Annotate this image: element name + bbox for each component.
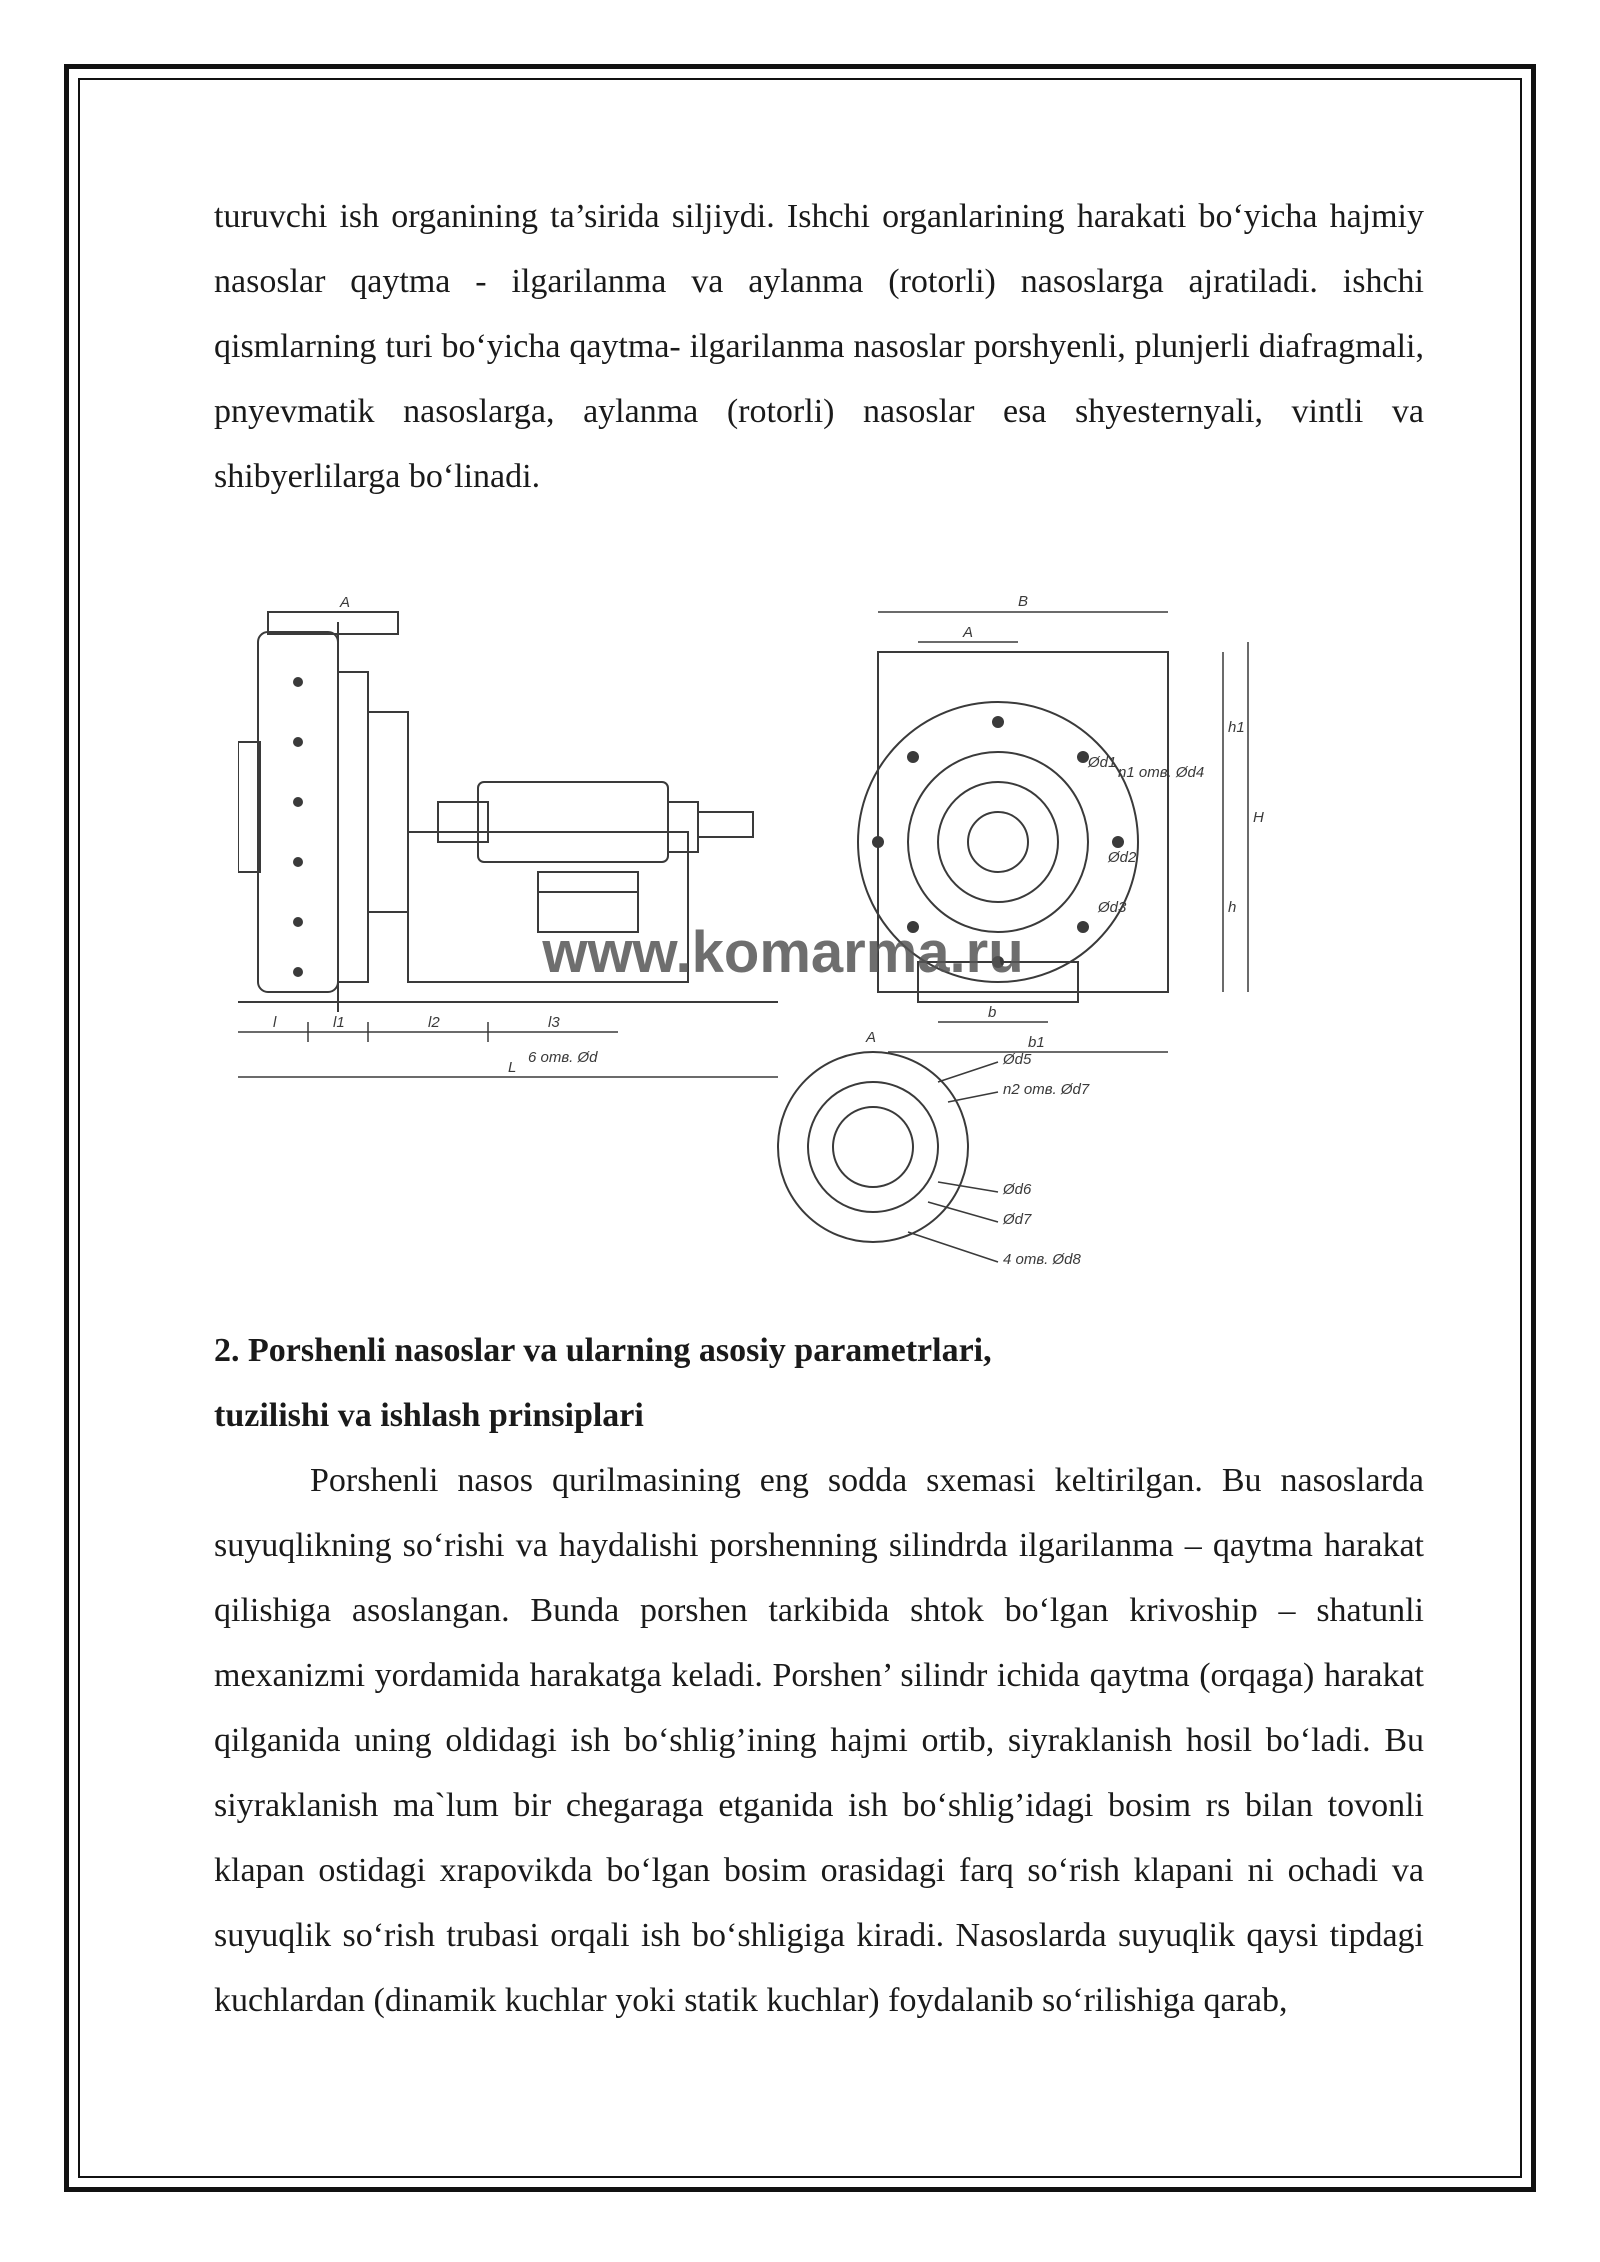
watermark-text: www.komarma.ru — [542, 920, 1024, 985]
label-d3: Ød3 — [1098, 899, 1127, 916]
suction-flange — [238, 742, 260, 872]
label-l3: l3 — [548, 1014, 560, 1031]
section-heading-line2: tuzilishi va ishlash prinsiplari — [214, 1397, 644, 1434]
paragraph-porshenli: Porshenli nasos qurilmasining eng sodda sxemasi keltirilgan. Bu nasoslarda suyuqlikning so‘rishi va haydalishi porshenning silindrda ilgarilanma – qaytma harakat qilishiga asoslangan. Bunda porshen tarkibida shtok bo‘lgan krivoship – shatunli mexanizmi yordamida harakatga keladi. Porshen’ silindr ichida qaytma (orqaga) harakat qilganida uning oldidagi ish bo‘shlig’ining hajmi ortib, siyraklanish hosil bo‘ladi. Bu siyraklanish ma`lum bir chegaraga etganida ish bo‘shlig’idagi bosim rs bilan tovonli klapan ostidagi xrapovikda bo‘lgan bosim orasidagi farq so‘rish klapani ni ochadi va suyuqlik so‘rish trubasi orqali ish bo‘shligiga kiradi. Nasoslarda suyuqlik qaysi tipdagi kuchlardan (dinamik kuchlar yoki statik kuchlar) foydalanib so‘rilishiga qarab, — [214, 1462, 1424, 2019]
label-B: B — [1018, 593, 1029, 610]
label-d6: Ød6 — [1003, 1181, 1032, 1198]
shaft-end — [698, 812, 753, 837]
label-H: H — [1253, 809, 1264, 826]
label-d1: Ød1 — [1088, 754, 1117, 771]
label-a-top: A — [340, 594, 351, 611]
label-h1: h1 — [1228, 719, 1245, 736]
section-heading-line1: 2. Porshenli nasoslar va ularning asosiy parametrlari, — [214, 1332, 992, 1369]
label-n2: n2 отв. Ød7 — [1003, 1081, 1090, 1098]
label-view-a: A — [866, 1029, 877, 1046]
view-a-flange — [778, 1052, 968, 1242]
bearing-housing — [478, 782, 668, 862]
label-holes: 6 отв. Ød — [528, 1049, 598, 1066]
label-l2: l2 — [428, 1014, 440, 1031]
label-A-dim: A — [963, 624, 974, 641]
label-n4: 4 отв. Ød8 — [1003, 1251, 1081, 1268]
label-h: h — [1228, 899, 1237, 916]
pump-technical-drawing — [238, 582, 1398, 1282]
pump-drawing-svg — [238, 582, 1398, 1282]
label-n1: n1 отв. Ød4 — [1118, 764, 1205, 781]
label-L: L — [508, 1059, 517, 1076]
label-l: l — [273, 1014, 277, 1031]
label-d2: Ød2 — [1108, 849, 1137, 866]
label-d5: Ød5 — [1003, 1051, 1032, 1068]
label-b: b — [988, 1004, 997, 1021]
discharge-flange — [268, 612, 398, 634]
paragraph-intro: turuvchi ish organining ta’sirida siljiydi. Ishchi organlarining harakati bo‘yicha hajmiy nasoslar qaytma - ilgarilanma va aylanma (rotorli) nasoslarga ajratiladi. ishchi qismlarning turi bo‘yicha qaytma- ilgarilanma nasoslar porshyenli, plunjerli diafragmali, pnyevmatik nasoslarga, aylanma (rotorli) nasoslar esa shyesternyali, vintli va shibyerlilarga bo‘linadi. — [214, 198, 1424, 495]
label-l1: l1 — [333, 1014, 345, 1031]
label-b1: b1 — [1028, 1034, 1045, 1051]
label-d7: Ød7 — [1003, 1211, 1032, 1228]
